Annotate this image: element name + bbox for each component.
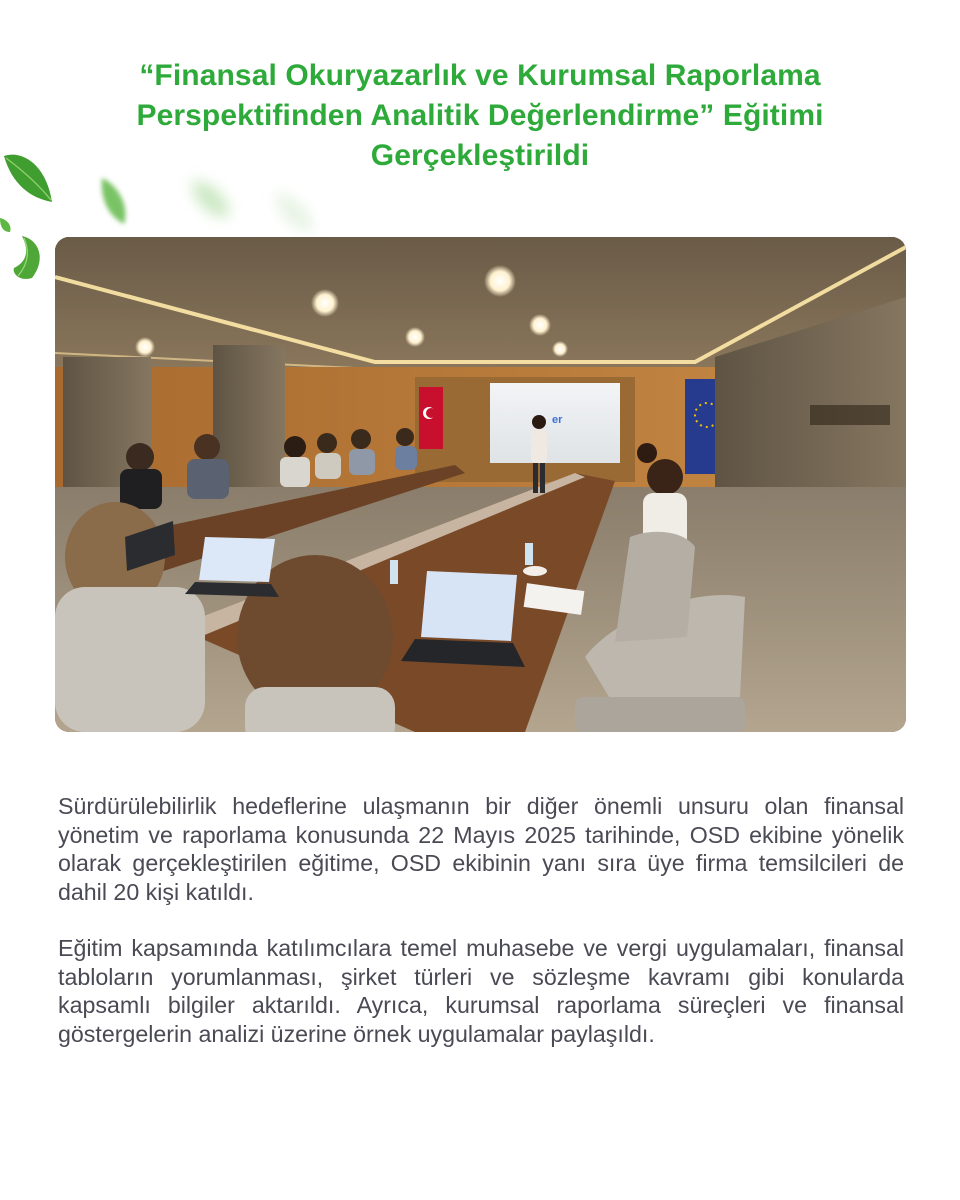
screen-text: er bbox=[552, 414, 563, 426]
article-body bbox=[58, 792, 904, 1076]
leaf-icon bbox=[4, 155, 52, 202]
training-photo bbox=[55, 237, 906, 732]
leaf-icon bbox=[192, 180, 229, 218]
title-line-2: Perspektifinden Analitik Değerlendirme” Eğitimi bbox=[136, 99, 824, 132]
leaf-icon bbox=[14, 236, 40, 279]
leaf-icon bbox=[102, 178, 126, 224]
title-line-1: “Finansal Okuryazarlık ve Kurumsal Raporlama bbox=[139, 59, 821, 92]
training-room-illustration bbox=[55, 237, 906, 732]
leaf-icon bbox=[0, 218, 11, 232]
title-line-3: Gerçekleştirildi bbox=[370, 139, 590, 172]
leaf-icon bbox=[276, 192, 313, 232]
article-paragraph-1: Sürdürülebilirlik hedeflerine ulaşmanın bir diğer önemli unsuru olan finansal yönetim ve raporlama konusunda 22 Mayıs 2025 tarihinde, OSD ekibine yönelik olarak gerçekleştirilen eğitime, OSD ekibinin yanı sıra üye firma temsilcileri de dahil 20 kişi katıldı. bbox=[58, 793, 904, 905]
page-title bbox=[70, 56, 890, 176]
article-paragraph-2: Eğitim kapsamında katılımcılara temel muhasebe ve vergi uygulamaları, finansal tabloların yorumlanması, şirket türleri ve sözleşme kavramı gibi konularda kapsamlı bilgiler aktarıldı. Ayrıca, kurumsal raporlama süreçleri ve finansal göstergelerin analizi üzerine örnek uygulamalar paylaşıldı. bbox=[58, 935, 904, 1047]
